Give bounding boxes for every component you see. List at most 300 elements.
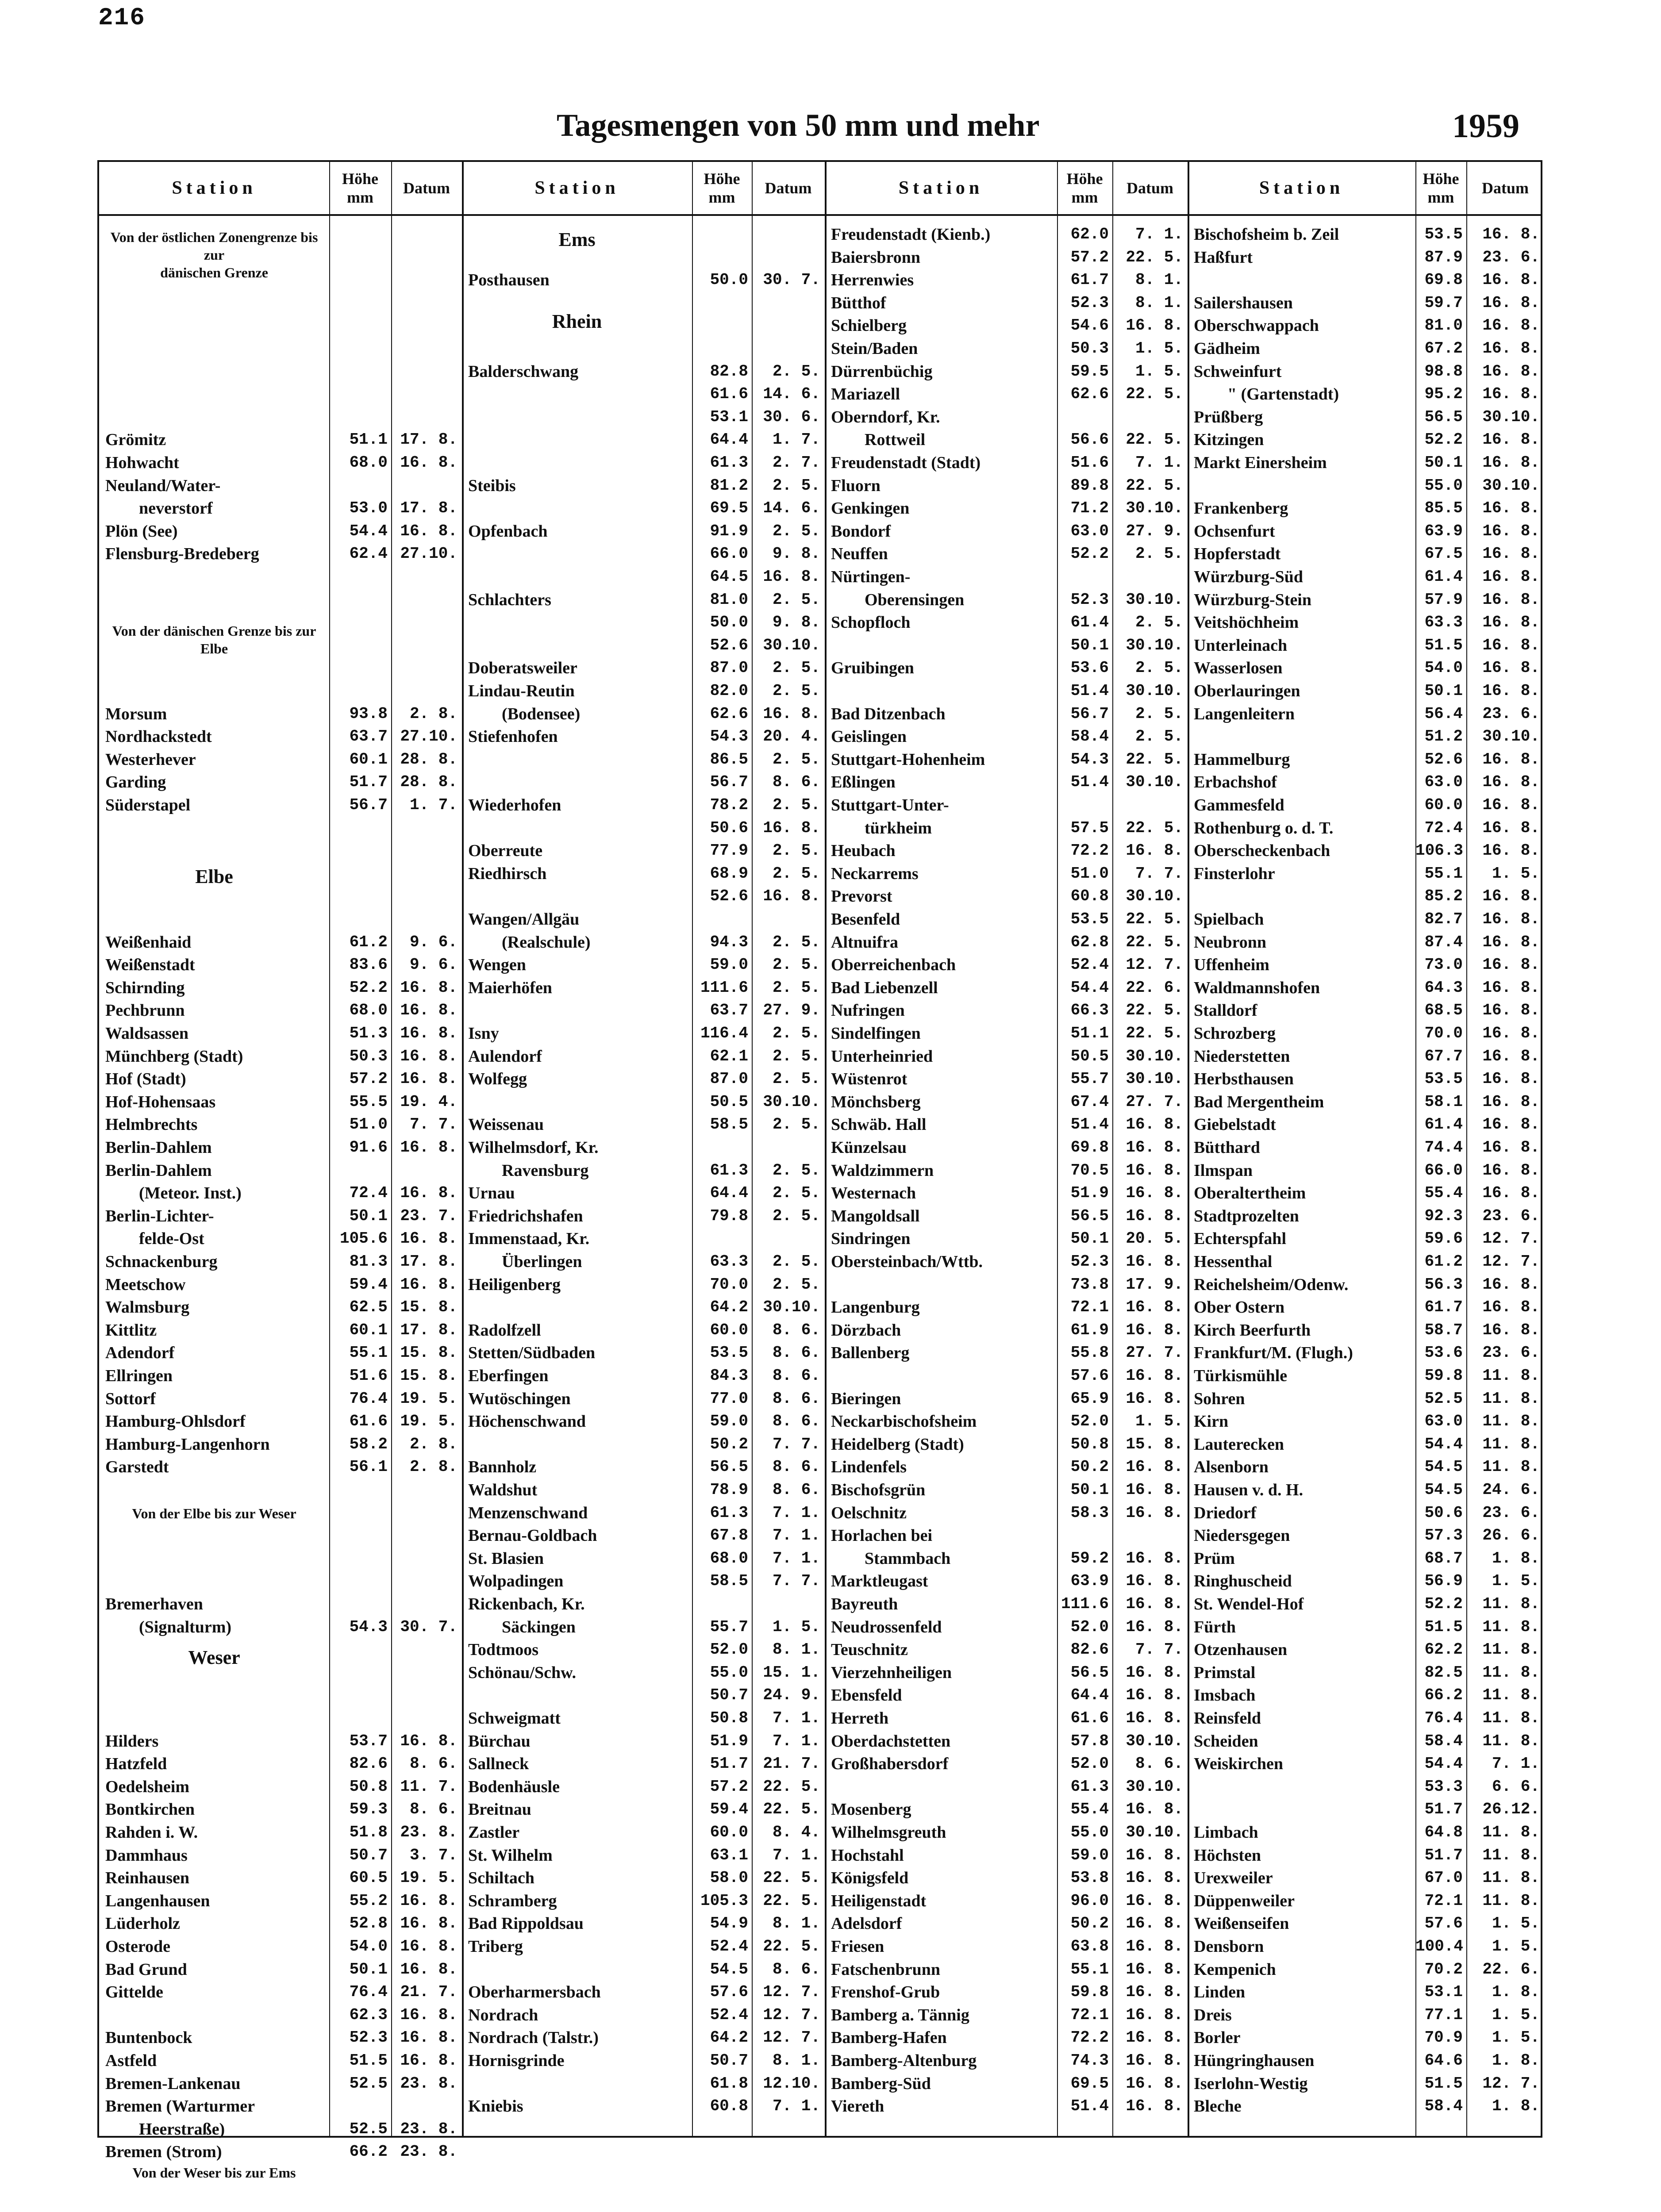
hoehe-value: 55.1 (349, 1344, 388, 1362)
datum-value: 30.10. (1126, 1823, 1183, 1841)
table-row (99, 1866, 462, 1889)
table-row (462, 1752, 825, 1775)
datum-value: 11. 8. (1482, 1389, 1540, 1408)
table-row (1188, 2072, 1544, 2095)
datum-value: 16. 8. (1126, 316, 1183, 335)
station-name: Riedhirsch (468, 864, 547, 883)
datum-value: 30.10. (763, 1298, 820, 1317)
section-heading (102, 1505, 327, 1522)
station-name: Sindelfingen (831, 1024, 921, 1043)
station-name: Heiligenberg (468, 1275, 561, 1294)
hoehe-value: 69.8 (1424, 271, 1463, 289)
table-row (99, 2140, 462, 2163)
table-row (99, 1844, 462, 1867)
datum-value: 16. 8. (1482, 1024, 1540, 1042)
header-station: Station (898, 178, 984, 198)
table-row (1188, 406, 1544, 429)
hoehe-value: 54.4 (1070, 978, 1109, 997)
hoehe-value: 61.4 (1424, 568, 1463, 586)
station-name: Bremen (Warturmer (105, 2097, 255, 2116)
datum-value: 17. 8. (400, 430, 458, 449)
table-row (1188, 1433, 1544, 1456)
station-name: Neckarrems (831, 864, 919, 883)
table-row (825, 1273, 1188, 1296)
table-row (825, 1935, 1188, 1958)
station-name: Bütthof (831, 293, 886, 312)
hoehe-value: 50.0 (710, 613, 748, 632)
datum-value: 28. 8. (400, 773, 458, 791)
station-name: Heerstraße) (105, 2120, 225, 2139)
datum-value: 12. 7. (1482, 2074, 1540, 2093)
table-row (1188, 1638, 1544, 1661)
table-row (462, 1410, 825, 1433)
table-row (99, 2095, 462, 2118)
hoehe-value: 70.9 (1424, 2028, 1463, 2047)
station-name: Haßfurt (1194, 248, 1253, 267)
station-name: Süderstapel (105, 796, 191, 814)
hoehe-value: 82.5 (1424, 1663, 1463, 1682)
datum-value: 12. 7. (1482, 1229, 1540, 1248)
datum-value: 27. 7. (1126, 1344, 1183, 1362)
table-row (1188, 1798, 1544, 1821)
hoehe-value: 51.9 (710, 1732, 748, 1750)
hoehe-value: 76.4 (349, 1983, 388, 2001)
table-row (825, 1844, 1188, 1867)
hoehe-value: 54.5 (1424, 1481, 1463, 1499)
table-row (99, 1091, 462, 1114)
station-name: Stuttgart-Unter- (831, 796, 949, 814)
header-datum: Datum (765, 179, 812, 197)
table-row (825, 2049, 1188, 2072)
station-name: Schnackenburg (105, 1252, 218, 1271)
datum-value: 16. 8. (1482, 1070, 1540, 1088)
hoehe-value: 73.0 (1424, 956, 1463, 974)
station-name: (Bodensee) (468, 704, 581, 723)
station-name: Lüderholz (105, 1914, 180, 1933)
datum-value: 2. 5. (772, 1184, 820, 1202)
station-name: Weiskirchen (1194, 1755, 1283, 1774)
datum-value: 23. 8. (400, 2120, 458, 2138)
station-name: Sailershausen (1194, 293, 1293, 312)
datum-value: 22. 5. (1126, 933, 1183, 951)
table-row (1188, 565, 1544, 588)
station-name: Ballenberg (831, 1344, 910, 1363)
table-row (1188, 223, 1544, 246)
hoehe-value: 57.2 (1070, 248, 1109, 266)
station-name: St. Wendel-Hof (1194, 1595, 1304, 1613)
datum-value: 11. 8. (1482, 1891, 1540, 1910)
datum-value: 16. 8. (1482, 316, 1540, 335)
table-row (462, 748, 825, 771)
table-row (1188, 1045, 1544, 1068)
datum-value: 22. 5. (1126, 750, 1183, 768)
datum-value: 16. 8. (1126, 2028, 1183, 2047)
station-name: Unterleinach (1194, 636, 1288, 655)
datum-value: 16. 8. (1126, 1389, 1183, 1408)
table-row (462, 1364, 825, 1387)
hoehe-value: 55.1 (1070, 1960, 1109, 1978)
table-row (1188, 383, 1544, 406)
datum-value: 2. 5. (772, 978, 820, 997)
hoehe-value: 79.8 (710, 1206, 748, 1225)
datum-value: 8. 6. (772, 1367, 820, 1385)
station-name: Stuttgart-Hohenheim (831, 750, 985, 769)
table-row (99, 2118, 462, 2141)
table-row (462, 1045, 825, 1068)
table-row (1188, 2004, 1544, 2027)
table-row (462, 839, 825, 862)
station-name: Obersteinbach/Wttb. (831, 1252, 983, 1271)
table-header (99, 162, 1541, 216)
table-row (462, 1341, 825, 1364)
datum-value: 16. 8. (400, 1024, 458, 1042)
station-name: St. Wilhelm (468, 1846, 553, 1865)
station-name: Eberfingen (468, 1367, 549, 1385)
datum-value: 23. 6. (1482, 248, 1540, 266)
station-name: Lindau-Reutin (468, 682, 575, 700)
datum-value: 7. 1. (772, 2097, 820, 2116)
datum-value: 22. 5. (763, 1891, 820, 1910)
datum-value: 26.12. (1482, 1800, 1540, 1819)
station-name: Oberharmersbach (468, 1983, 601, 2002)
datum-value: 1. 5. (1492, 1937, 1540, 1955)
table-row (462, 360, 825, 383)
table-row (1188, 1912, 1544, 1935)
datum-value: 22. 5. (1126, 1001, 1183, 1020)
table-row (99, 953, 462, 976)
hoehe-value: 64.5 (710, 568, 748, 586)
hoehe-value: 50.3 (349, 1047, 388, 1065)
table-row (99, 1022, 462, 1045)
hoehe-value: 64.6 (1424, 2051, 1463, 2070)
datum-value: 8. 6. (772, 1389, 820, 1408)
datum-value: 16. 8. (1482, 978, 1540, 997)
table-row (1188, 1616, 1544, 1639)
table-row (825, 588, 1188, 611)
table-row (462, 1616, 825, 1639)
table-row (1188, 1068, 1544, 1091)
hoehe-value: 61.3 (710, 1161, 748, 1179)
table-row (462, 862, 825, 885)
hoehe-value: 67.2 (1424, 339, 1463, 357)
datum-value: 16. 8. (1126, 1503, 1183, 1522)
table-row (825, 314, 1188, 337)
hoehe-value: 59.7 (1424, 293, 1463, 312)
station-name: Marktleugast (831, 1572, 928, 1591)
hoehe-value: 52.2 (349, 978, 388, 997)
hoehe-value: 50.7 (710, 2051, 748, 2070)
datum-value: 27. 7. (1126, 1092, 1183, 1111)
hoehe-value: 61.8 (710, 2074, 748, 2093)
table-row (99, 2004, 462, 2027)
station-name: Spielbach (1194, 910, 1264, 929)
hoehe-value: 57.2 (710, 1777, 748, 1796)
hoehe-value: 51.3 (349, 1024, 388, 1042)
station-name: Stein/Baden (831, 339, 918, 358)
hoehe-value: 55.0 (710, 1663, 748, 1682)
hoehe-value: 52.8 (349, 1914, 388, 1933)
hoehe-value: 54.3 (1070, 750, 1109, 768)
table-row (1188, 1455, 1544, 1479)
table-row (1188, 1022, 1544, 1045)
datum-value: 2. 5. (1135, 659, 1183, 677)
datum-value: 23. 8. (400, 1823, 458, 1841)
table-row (1188, 1547, 1544, 1570)
station-name: Neckarbischofsheim (831, 1412, 977, 1431)
table-row (825, 1045, 1188, 1068)
hoehe-value: 52.5 (349, 2074, 388, 2093)
table-row (462, 1433, 825, 1456)
hoehe-value: 54.3 (710, 727, 748, 746)
hoehe-value: 56.9 (1424, 1572, 1463, 1590)
datum-value: 22. 5. (1126, 910, 1183, 928)
hoehe-value: 52.5 (349, 2120, 388, 2138)
datum-value: 16. 8. (400, 978, 458, 997)
datum-value: 16. 8. (400, 1937, 458, 1955)
hoehe-value: 51.0 (349, 1115, 388, 1134)
hoehe-value: 53.5 (1424, 225, 1463, 243)
datum-value: 16. 8. (1482, 545, 1540, 563)
datum-value: 11. 8. (1482, 1458, 1540, 1476)
table-row (99, 1227, 462, 1250)
table-row (1188, 1593, 1544, 1616)
datum-value: 1. 7. (409, 796, 458, 814)
datum-value: 12.10. (763, 2074, 820, 2093)
station-name: Bütthard (1194, 1138, 1260, 1157)
table-row (1188, 1775, 1544, 1798)
datum-value: 2. 5. (772, 1047, 820, 1065)
datum-value: 7. 1. (772, 1846, 820, 1864)
station-name: Ochsenfurt (1194, 522, 1275, 541)
hoehe-value: 54.0 (349, 1937, 388, 1955)
hoehe-value: 95.2 (1424, 385, 1463, 403)
datum-value: 8. 6. (772, 1960, 820, 1978)
station-name: Wengen (468, 956, 526, 975)
station-name: Giebelstadt (1194, 1115, 1276, 1134)
table-row (99, 1159, 462, 1182)
station-name: Niedersgegen (1194, 1526, 1290, 1545)
datum-value: 22. 5. (763, 1800, 820, 1819)
hoehe-value: 55.4 (1424, 1184, 1463, 1202)
table-row (462, 1387, 825, 1410)
station-name: Weißenseifen (1194, 1914, 1289, 1933)
station-name: Bad Rippoldsau (468, 1914, 584, 1933)
hoehe-value: 70.5 (1070, 1161, 1109, 1179)
hoehe-value: 65.9 (1070, 1389, 1109, 1408)
hoehe-value: 82.7 (1424, 910, 1463, 928)
table-row (462, 703, 825, 726)
table-row (825, 1410, 1188, 1433)
datum-value: 16. 8. (1482, 1321, 1540, 1339)
hoehe-value: 85.2 (1424, 887, 1463, 906)
station-name: Friedrichshafen (468, 1206, 583, 1225)
datum-value: 3. 7. (409, 1846, 458, 1864)
station-name: Bad Liebenzell (831, 978, 938, 997)
hoehe-value: 50.1 (1070, 1229, 1109, 1248)
table-row (825, 360, 1188, 383)
table-row (825, 1570, 1188, 1593)
table-row (462, 1730, 825, 1753)
station-name: Niederstetten (1194, 1047, 1290, 1066)
hoehe-value: 58.5 (710, 1572, 748, 1590)
hoehe-value: 56.3 (1424, 1275, 1463, 1294)
hoehe-value: 51.9 (1070, 1184, 1109, 1202)
station-name: Gruibingen (831, 659, 914, 678)
datum-value: 16. 8. (1126, 1321, 1183, 1339)
station-name: Sottorf (105, 1389, 156, 1408)
table-row (99, 1341, 462, 1364)
datum-value: 16. 8. (400, 1960, 458, 1978)
table-row (1188, 953, 1544, 976)
table-row (462, 1227, 825, 1250)
hoehe-value: 54.4 (1424, 1435, 1463, 1453)
table-row (1188, 1341, 1544, 1364)
table-row (99, 497, 462, 520)
station-name: Vierzehnheiligen (831, 1663, 952, 1682)
station-name: Sallneck (468, 1755, 529, 1774)
table-row (462, 1319, 825, 1342)
table-row (1188, 885, 1544, 908)
station-name: Zastler (468, 1823, 520, 1842)
station-name: Dreis (1194, 2005, 1232, 2024)
station-name: Hohwacht (105, 453, 179, 472)
hoehe-value: 64.2 (710, 1298, 748, 1317)
station-name: Rahden i. W. (105, 1823, 198, 1842)
datum-value: 16. 8. (1482, 1184, 1540, 1202)
datum-value: 26. 6. (1482, 1526, 1540, 1545)
station-name: Waldsassen (105, 1024, 188, 1043)
station-name: Bürchau (468, 1732, 531, 1751)
hoehe-value: 64.2 (710, 2028, 748, 2047)
hoehe-value: 77.1 (1424, 2005, 1463, 2024)
table-row (462, 1136, 825, 1159)
table-row (462, 2004, 825, 2027)
datum-value: 11. 8. (1482, 1412, 1540, 1431)
station-name: Bleche (1194, 2097, 1242, 2116)
hoehe-value: 111.6 (700, 978, 748, 997)
hoehe-value: 51.8 (349, 1823, 388, 1841)
table-row (1188, 657, 1544, 680)
station-name: Schrozberg (1194, 1024, 1276, 1043)
hoehe-value: 52.3 (349, 2028, 388, 2047)
datum-value: 8. 1. (1135, 293, 1183, 312)
table-row (99, 1182, 462, 1205)
datum-value: 16. 8. (1126, 1937, 1183, 1955)
hoehe-value: 58.4 (1070, 727, 1109, 746)
datum-value: 16. 8. (1482, 1115, 1540, 1134)
hoehe-value: 52.4 (710, 1937, 748, 1955)
station-name: St. Blasien (468, 1549, 544, 1568)
station-name: Hamburg-Ohlsdorf (105, 1412, 246, 1431)
datum-value: 12. 7. (763, 1983, 820, 2001)
page-number: 216 (98, 4, 146, 32)
station-name: Stiefenhofen (468, 727, 558, 746)
hoehe-value: 50.2 (1070, 1458, 1109, 1476)
hoehe-value: 50.1 (349, 1960, 388, 1978)
hoehe-value: 61.7 (1070, 271, 1109, 289)
hoehe-value: 63.0 (1070, 522, 1109, 540)
table-row (825, 817, 1188, 840)
datum-value: 19. 4. (400, 1092, 458, 1111)
datum-value: 16. 8. (400, 1914, 458, 1933)
table-row (825, 565, 1188, 588)
table-row (99, 2072, 462, 2095)
table-row (99, 1889, 462, 1912)
header-hoehe: Höhe mm (1423, 170, 1459, 206)
table-row (99, 2026, 462, 2049)
datum-value: 16. 8. (400, 1070, 458, 1088)
hoehe-value: 77.0 (710, 1389, 748, 1408)
hoehe-value: 82.8 (710, 362, 748, 380)
hoehe-value: 52.4 (1070, 956, 1109, 974)
datum-value: 30.10. (1126, 1070, 1183, 1088)
table-row (462, 1479, 825, 1502)
table-row (99, 1616, 462, 1639)
datum-value: 19. 5. (400, 1412, 458, 1431)
datum-value: 15. 8. (1126, 1435, 1183, 1453)
station-name: neverstorf (105, 499, 213, 518)
table-row (1188, 1205, 1544, 1228)
datum-value: 30.10. (1482, 476, 1540, 495)
hoehe-value: 50.8 (349, 1777, 388, 1796)
datum-value: 27.10. (400, 545, 458, 563)
hoehe-value: 50.1 (1070, 636, 1109, 654)
datum-value: 22. 5. (763, 1869, 820, 1887)
datum-value: 23. 6. (1482, 1503, 1540, 1522)
datum-value: 27.10. (400, 727, 458, 746)
station-name: Alsenborn (1194, 1458, 1269, 1477)
station-name: Überlingen (468, 1252, 582, 1271)
datum-value: 16. 8. (1482, 293, 1540, 312)
table-row (1188, 794, 1544, 817)
station-name: Urnau (468, 1184, 515, 1203)
station-name: Schwäb. Hall (831, 1115, 927, 1134)
datum-value: 16. 8. (1126, 1184, 1183, 1202)
datum-value: 16. 8. (1126, 1686, 1183, 1705)
hoehe-value: 61.2 (1424, 1252, 1463, 1271)
station-name: Wilhelmsdorf, Kr. (468, 1138, 599, 1157)
datum-value: 16. 8. (400, 1229, 458, 1248)
table-row (825, 1593, 1188, 1616)
hoehe-value: 56.5 (1070, 1206, 1109, 1225)
station-name: Scheiden (1194, 1732, 1258, 1751)
hoehe-value: 52.5 (1424, 1389, 1463, 1408)
station-name: Hornisgrinde (468, 2051, 565, 2070)
datum-value: 2. 5. (772, 682, 820, 700)
datum-value: 7. 7. (772, 1572, 820, 1590)
station-name: Wutöschingen (468, 1389, 571, 1408)
hoehe-value: 69.5 (710, 499, 748, 518)
station-name: Rothenburg o. d. T. (1194, 818, 1334, 837)
station-name: Breitnau (468, 1800, 531, 1819)
station-name: Steibis (468, 476, 516, 495)
station-name: Fatschenbrunn (831, 1960, 941, 1979)
table-row (1188, 269, 1544, 292)
datum-value: 12. 7. (763, 2005, 820, 2024)
hoehe-value: 61.6 (710, 385, 748, 403)
hoehe-value: 51.0 (1070, 864, 1109, 883)
hoehe-value: 53.6 (1070, 659, 1109, 677)
datum-value: 16. 8. (1126, 1617, 1183, 1636)
station-name: Menzenschwand (468, 1503, 588, 1522)
datum-value: 16. 8. (1126, 1161, 1183, 1179)
header-datum: Datum (1482, 179, 1529, 197)
table-row (1188, 1319, 1544, 1342)
datum-value: 30.10. (763, 1092, 820, 1111)
datum-value: 16. 8. (1482, 1298, 1540, 1317)
hoehe-value: 63.7 (349, 727, 388, 746)
station-name: Wangen/Allgäu (468, 910, 580, 929)
